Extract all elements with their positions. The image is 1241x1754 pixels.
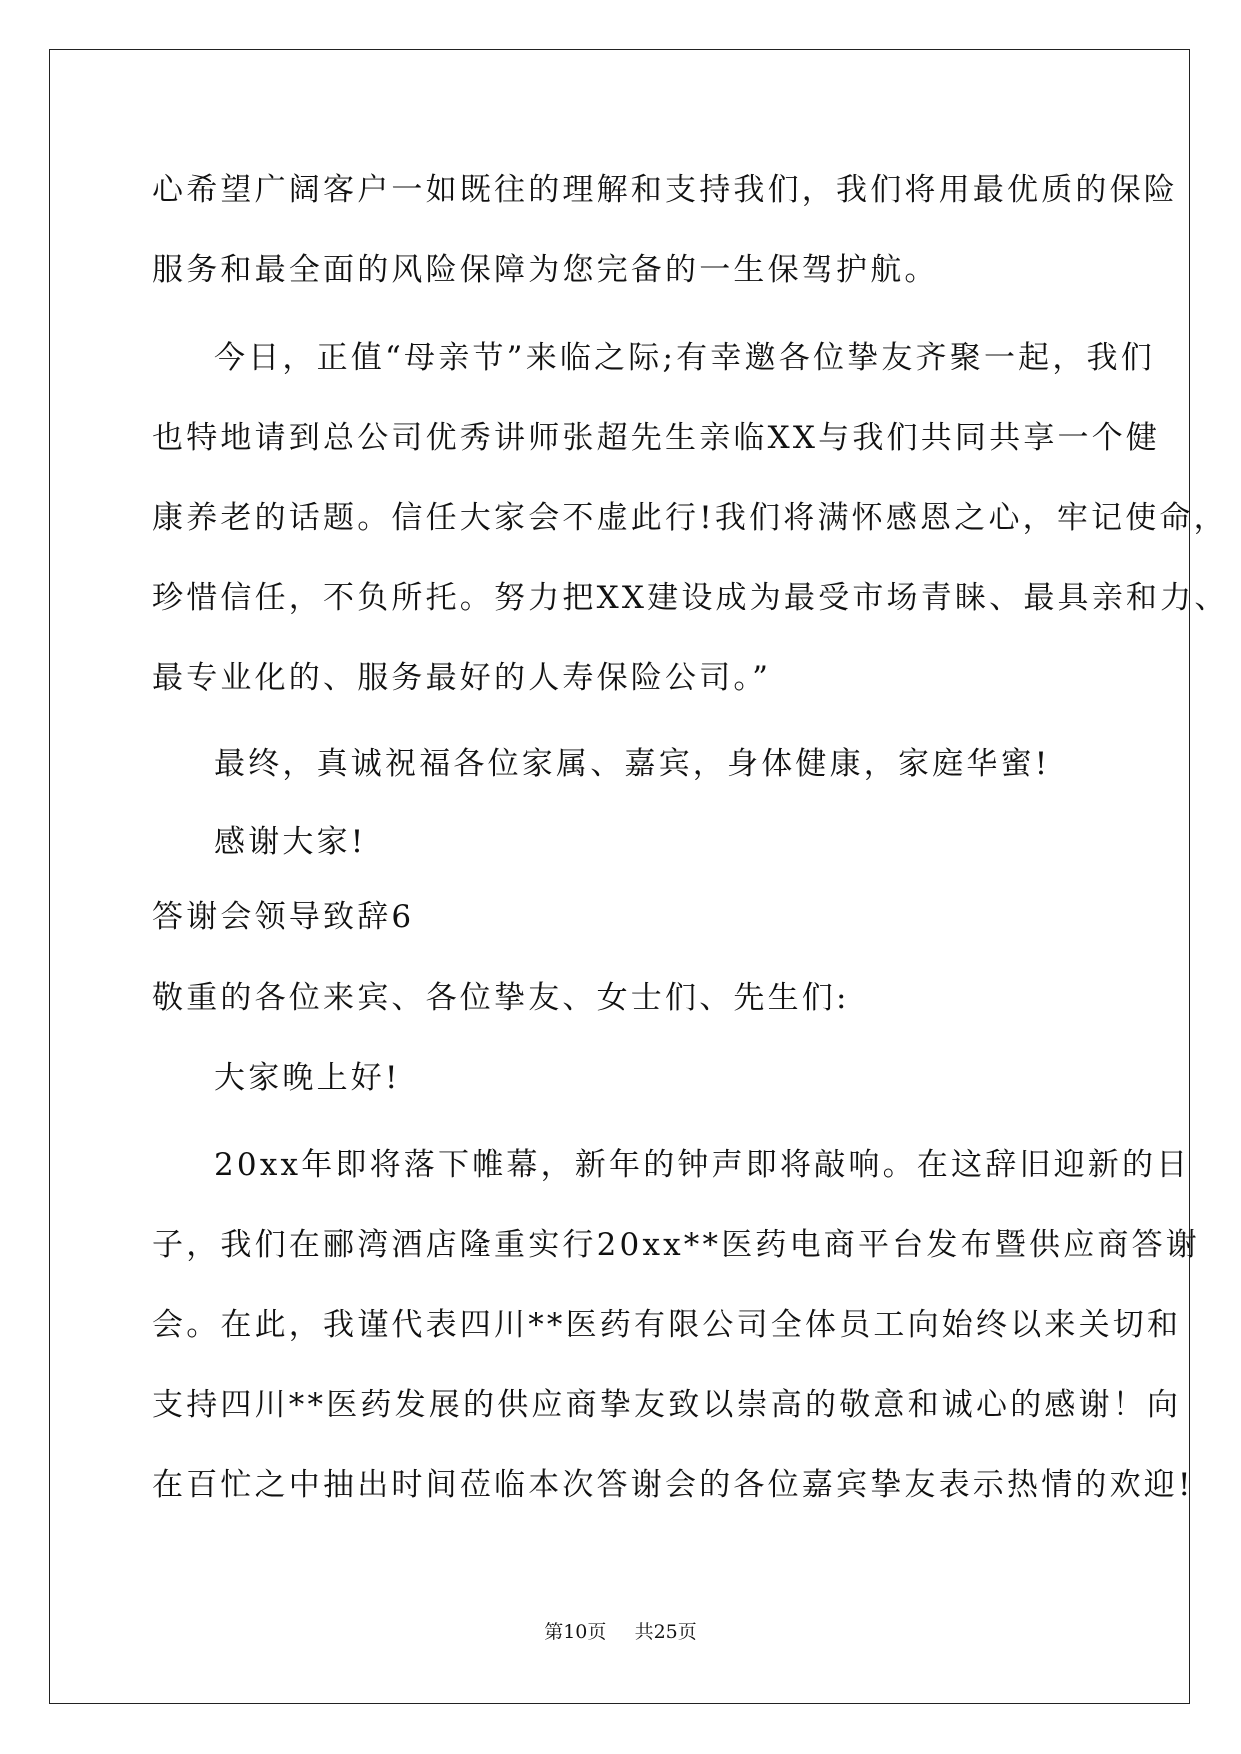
- page-border: [49, 49, 1190, 1704]
- page-total: 共25页: [634, 1621, 697, 1643]
- page-footer: [0, 1620, 1241, 1644]
- body-line: 最终，真诚祝福各位家属、嘉宾，身体健康，家庭华蜜!: [214, 746, 1051, 782]
- body-line: 也特地请到总公司优秀讲师张超先生亲临XX与我们共同共享一个健: [152, 420, 1161, 456]
- body-line: 服务和最全面的风险保障为您完备的一生保驾护航。: [152, 252, 939, 288]
- body-line: 20xx年即将落下帷幕，新年的钟声即将敲响。在这辞旧迎新的日: [214, 1147, 1191, 1183]
- body-line: 今日，正值“母亲节”来临之际;有幸邀各位挚友齐聚一起，我们: [214, 340, 1155, 376]
- body-line: 子，我们在郦湾酒店隆重实行20xx**医药电商平台发布暨供应商答谢: [152, 1227, 1201, 1263]
- salutation: 敬重的各位来宾、各位挚友、女士们、先生们:: [152, 980, 850, 1016]
- body-line: 心希望广阔客户一如既往的理解和支持我们，我们将用最优质的保险: [152, 172, 1178, 208]
- body-line: 康养老的话题。信任大家会不虚此行!我们将满怀感恩之心，牢记使命，: [152, 500, 1228, 536]
- greeting: 大家晚上好!: [214, 1060, 401, 1096]
- body-line: 感谢大家!: [214, 824, 367, 860]
- body-line: 会。在此，我谨代表四川**医药有限公司全体员工向始终以来关切和: [152, 1307, 1182, 1343]
- body-line: 支持四川**医药发展的供应商挚友致以崇高的敬意和诚心的感谢！向: [152, 1387, 1182, 1423]
- section-heading: 答谢会领导致辞6: [152, 899, 415, 935]
- body-line: 最专业化的、服务最好的人寿保险公司。”: [152, 660, 772, 696]
- body-line: 在百忙之中抽出时间莅临本次答谢会的各位嘉宾挚友表示热情的欢迎!: [152, 1467, 1194, 1503]
- body-line: 珍惜信任，不负所托。努力把XX建设成为最受市场青睐、最具亲和力、: [152, 580, 1229, 616]
- page-number: 第10页: [544, 1621, 607, 1643]
